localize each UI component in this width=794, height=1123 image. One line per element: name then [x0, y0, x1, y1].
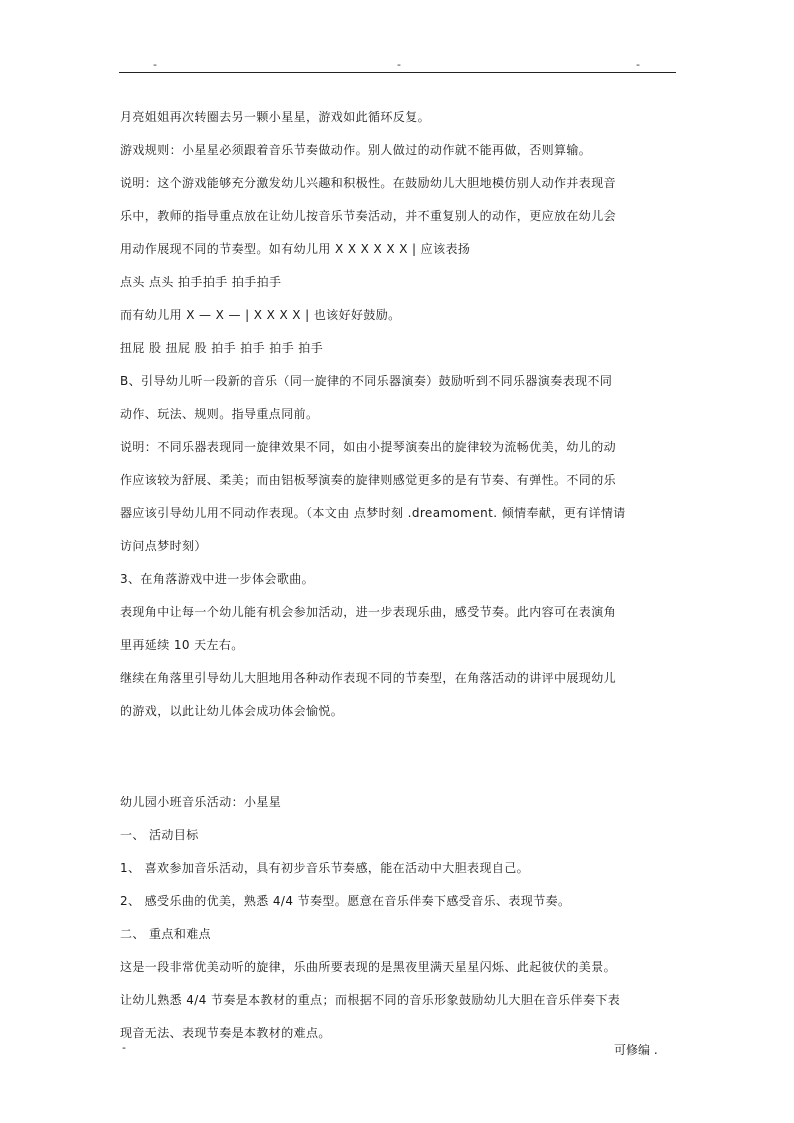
objective-item: 1、 喜欢参加音乐活动，具有初步音乐节奏感，能在活动中大胆表现自己。 — [120, 861, 530, 875]
paragraph-line: 乐中，教师的指导重点放在让幼儿按音乐节奏活动，并不重复别人的动作，更应放在幼儿会 — [120, 209, 617, 223]
paragraph-line: 的游戏，以此让幼儿体会成功体会愉悦。 — [120, 704, 344, 718]
objective-item: 2、 感受乐曲的优美，熟悉 4/4 节奏型。愿意在音乐伴奏下感受音乐、表现节奏。 — [120, 894, 571, 908]
heading-objectives: 一、 活动目标 — [120, 828, 199, 842]
footer-mark: - — [122, 1041, 126, 1054]
page-header — [0, 58, 794, 78]
heading-key-points: 二、 重点和难点 — [120, 927, 212, 941]
paragraph-line: 作应该较为舒展、柔美；而由铝板琴演奏的旋律则感觉更多的是有节奏、有弹性。不同的乐 — [120, 473, 617, 487]
paragraph-line: 器应该引导幼儿用不同动作表现。（本文由 点梦时刻 .dreamoment. 倾情奉献，更有详情请 — [120, 506, 626, 520]
paragraph-line: 访问点梦时刻） — [120, 539, 207, 553]
paragraph-line: 说明：这个游戏能够充分激发幼儿兴趣和积极性。在鼓励幼儿大胆地模仿别人动作并表现音 — [120, 176, 617, 190]
paragraph-line: 表现角中让每一个幼儿能有机会参加活动，进一步表现乐曲，感受节奏。此内容可在表演角 — [120, 605, 617, 619]
paragraph-line: 继续在角落里引导幼儿大胆地用各种动作表现不同的节奏型，在角落活动的讲评中展现幼儿 — [120, 671, 617, 685]
paragraph-line: 这是一段非常优美动听的旋律，乐曲所要表现的是黑夜里满天星星闪烁、此起彼伏的美景。 — [120, 960, 617, 974]
header-rule — [119, 72, 676, 73]
paragraph-line: 月亮姐姐再次转圈去另一颗小星星，游戏如此循环反复。 — [120, 110, 431, 124]
header-mark-right: - — [636, 58, 640, 71]
paragraph-line: 现音无法、表现节奏是本教材的难点。 — [120, 1026, 331, 1040]
section-title: 幼儿园小班音乐活动：小星星 — [120, 795, 282, 809]
paragraph-line: 扭屁 股 扭屁 股 拍手 拍手 拍手 拍手 — [120, 341, 324, 355]
footer-editable-label: 可修编 . — [614, 1043, 658, 1057]
game-rules-line: 游戏规则：小星星必须跟着音乐节奏做动作。别人做过的动作就不能再做，否则算输。 — [120, 143, 592, 157]
paragraph-line: 点头 点头 拍手拍手 拍手拍手 — [120, 275, 282, 289]
paragraph-line: 动作、玩法、规则。指导重点同前。 — [120, 407, 319, 421]
paragraph-line: 里再延续 10 天左右。 — [120, 638, 244, 652]
paragraph-line: 说明：不同乐器表现同一旋律效果不同，如由小提琴演奏出的旋律较为流畅优美，幼儿的动 — [120, 440, 617, 454]
paragraph-line: 用动作展现不同的节奏型。如有幼儿用 X X X X X X | 应该表扬 — [120, 242, 471, 256]
paragraph-line: 让幼儿熟悉 4/4 节奏是本教材的重点；而根据不同的音乐形象鼓励幼儿大胆在音乐伴奏下表 — [120, 993, 621, 1007]
header-mark-center: - — [397, 58, 401, 71]
paragraph-line: 而有幼儿用 X — X — | X X X X | 也该好好鼓励。 — [120, 308, 401, 322]
header-mark-left: - — [153, 58, 157, 71]
paragraph-line: 3、在角落游戏中进一步体会歌曲。 — [120, 572, 315, 586]
paragraph-line: B、引导幼儿听一段新的音乐（同一旋律的不同乐器演奏）鼓励听到不同乐器演奏表现不同 — [120, 374, 613, 388]
